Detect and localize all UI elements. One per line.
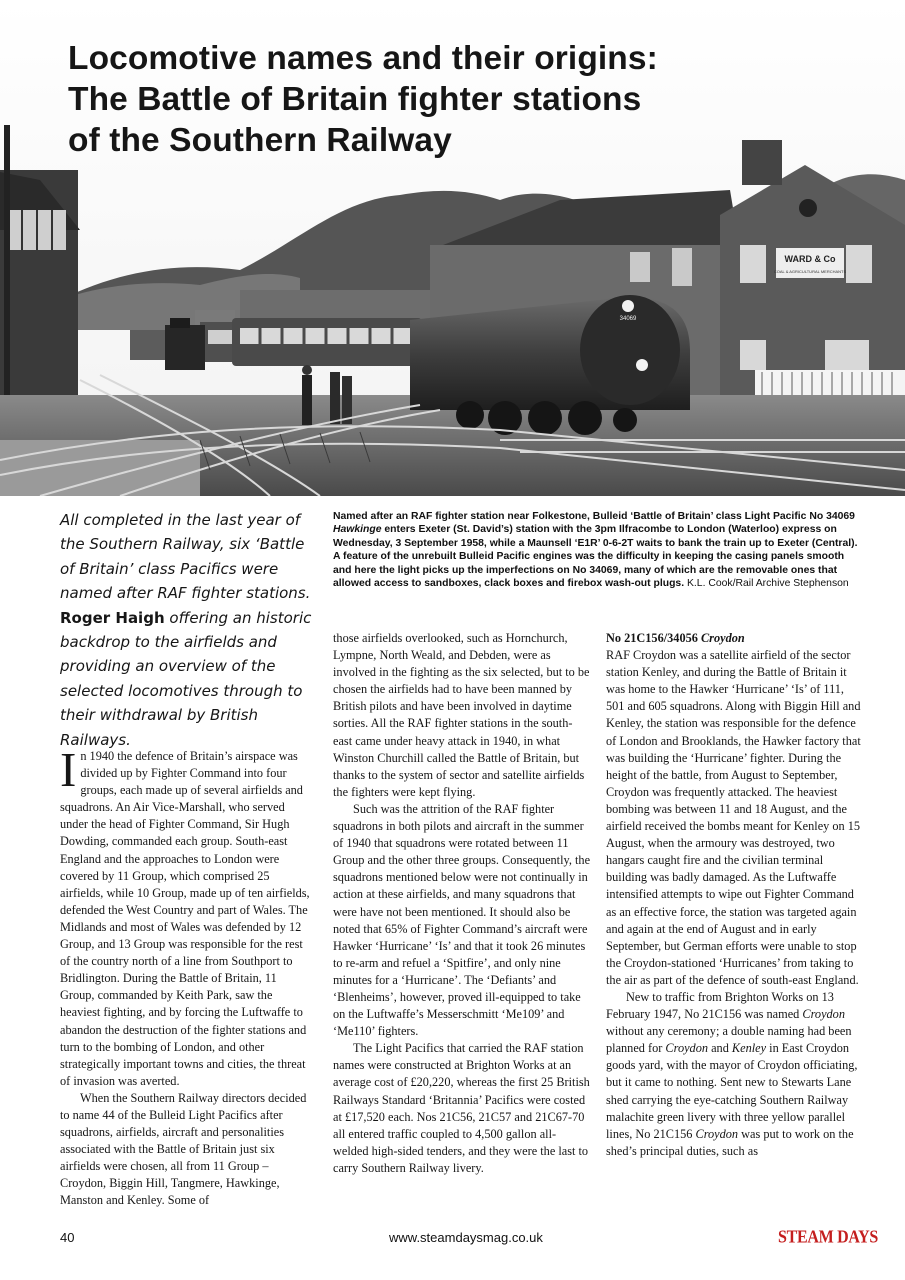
body-column-1 — [60, 742, 312, 1210]
warehouse-sub-sign: COAL & AGRICULTURAL MERCHANTS — [773, 269, 847, 274]
body-column-3 — [606, 630, 864, 1160]
body-paragraph: The Light Pacifics that carried the RAF station names were constructed at Brighton Works at an average cost of £20,220, whereas the first 25 British Railways Standard ‘Britannia’ Pacifics were costed at £17,520 each. Nos 21C56, 21C57 and 21C67-70 all entered traffic coupled to 4,500 gallon all-welded high-sided tenders, and they were the last to carry Southern Railway livery. — [333, 1041, 590, 1175]
body-paragraph: RAF Croydon was a satellite airfield of the sector station Kenley, and during the Battle of Britain it was home to the Hawker ‘Hurricane’ ‘Is’ of 111, 501 and 605 squadrons. Along with Biggin Hill and Kenley, the station was responsible for the defence of London and Brooklands, the Hawker factory that was building the ‘Hurricane’ fighter. During the height of the battle, from August to September, Croydon was frequently attacked. The heaviest bombing was between 11 and 18 August, and the airfield received the bombs meant for Kenley on 15 August, when the armoury was destroyed, two hangars caught fire and the civilian terminal building was badly damaged. As the Luftwaffe intensified attempts to wipe out Fighter Command as an effective force, the station was targeted again and again at the end of August and in early September, but German efforts were unable to stop the Croydon-stationed ‘Hurricanes’ from taking to the air as part of the defence of south-east England. — [606, 648, 861, 987]
body-paragraph: Such was the attrition of the RAF fighter squadrons in both pilots and aircraft in the summer of 1940 that squadrons were rotated between 11 Group and the other three groups. Consequently, the squadrons mentioned below were not continually in action at these airfields, and many squadrons that were have not been mentioned. It should also be noted that 65% of Fighter Command’s aircraft were Hawker ‘Hurricane’ ‘Is’ and that it took 26 minutes to re-arm and refuel a ‘Spitfire’, and only nine minutes for a ‘Hurricane’. The ‘Defiants’ and ‘Blenheims’, however, proved ill-equipped to take on the Luftwaffe’s Messerschmitt ‘Me109’ and ‘Me110’ fighters. — [333, 801, 591, 1039]
magazine-logo: STEAM DAYS — [778, 1227, 878, 1248]
headline-line-1: Locomotive names and their origins: — [68, 40, 658, 77]
body-paragraph: In 1940 the defence of Britain’s airspace was divided up by Fighter Command into four groups, each made up of several airfields and squadrons. An Air Vice-Marshall, who served under the head of Fighter Command, Sir Hugh Dowding, commanded each group. South-east England and the approaches to London were covered by 11 Group, which comprised 25 airfields, while 10 Group, made up of ten airfields, defended the West Country and part of Wales. The Midlands and most of Wales was defended by 12 Group, and 13 Group was responsible for the rest of the country north of a line from Southport to Bridlington. During the Battle of Britain, 11 Group, commanded by Keith Park, saw the heaviest fighting, and by forcing the Luftwaffe to abandon the destruction of the fighter stations and turn to the bombing of London, and other strategically important towns and cities, the threat of invasion was averted. — [60, 742, 310, 1088]
caption-loco-name: Hawkinge — [333, 524, 382, 536]
body-paragraph: New to traffic from Brighton Works on 13 February 1947, No 21C156 was named Croydon without any ceremony; a double naming had been planned for Croydon and Kenley in East Croydon goods yard, with the mayor of Croydon officiating, but it came to nothing. Sent new to Stewarts Lane shed carrying the eye-catching Southern Railway malachite green livery with three yellow parallel lines, No 21C156 Croydon was put to work on the shed’s principal duties, such as — [606, 989, 858, 1158]
drop-cap: I — [60, 742, 77, 797]
body-paragraph: those airfields overlooked, such as Hornchurch, Lympne, North Weald, and Debden, were as involved in the fighting as the six selected, but to be chosen the airfields had to have been manned by British pilots and have been involved in daytime sorties. All the RAF fighter stations in the south-east came under heavy attack in 1940, in what Winston Churchill called the Battle of Britain, but thanks to the system of sector and satellite airfields the fighters were kept flying. — [333, 631, 590, 799]
body-paragraph: When the Southern Railway directors decided to name 44 of the Bulleid Light Pacifics after squadrons, airfields, aircraft and personalities associated with the Battle of Britain just six airfields were chosen, all from 11 Group – Croydon, Biggin Hill, Tangmere, Hawkinge, Manston and Kenley. Some of — [60, 1090, 307, 1208]
photo-caption: Named after an RAF fighter station near Folkestone, Bulleid ‘Battle of Britain’ class Light Pacific No 34069 Hawkinge enters Exeter (St. David’s) station with the 3pm Ilfracombe to London (Waterloo) express on Wednesday, 3 September 1958, while a Maunsell ‘E1R’ 0-6-2T waits to bank the train up to Exeter (Central). A feature of the unrebuilt Bulleid Pacific engines was the difficulty in keeping the casing panels smooth and here the light picks up the imperfections on No 34069, many of which are the removable ones that allowed access to sandboxes, clack boxes and firebox wash-out plugs. K.L. Cook/Rail Archive Stephenson — [333, 511, 858, 590]
page-number: 40 — [60, 1230, 75, 1245]
hero-photo — [0, 0, 905, 496]
headline-line-2: The Battle of Britain fighter stations — [68, 81, 642, 118]
loco-number-plate: 34069 — [619, 316, 637, 322]
magazine-url[interactable]: www.steamdaysmag.co.uk — [389, 1230, 543, 1245]
article-headline — [68, 38, 788, 161]
headline-line-3: of the Southern Railway — [68, 122, 452, 159]
warehouse-sign: WARD & Co — [784, 254, 836, 264]
author-name: Roger Haigh — [60, 608, 165, 627]
section-subhead: No 21C156/34056 Croydon — [606, 631, 745, 645]
standfirst: All completed in the last year of the Southern Railway, six ‘Battle of Britain’ class Pacifics were named after RAF fighter stations. Roger Haigh offering an historic backdrop to the airfields and providing an overview of the selected locomotives through to their withdrawal by British Railways. — [60, 511, 312, 749]
body-column-2 — [333, 630, 591, 1177]
photo-credit: K.L. Cook/Rail Archive Stephenson — [686, 578, 849, 590]
